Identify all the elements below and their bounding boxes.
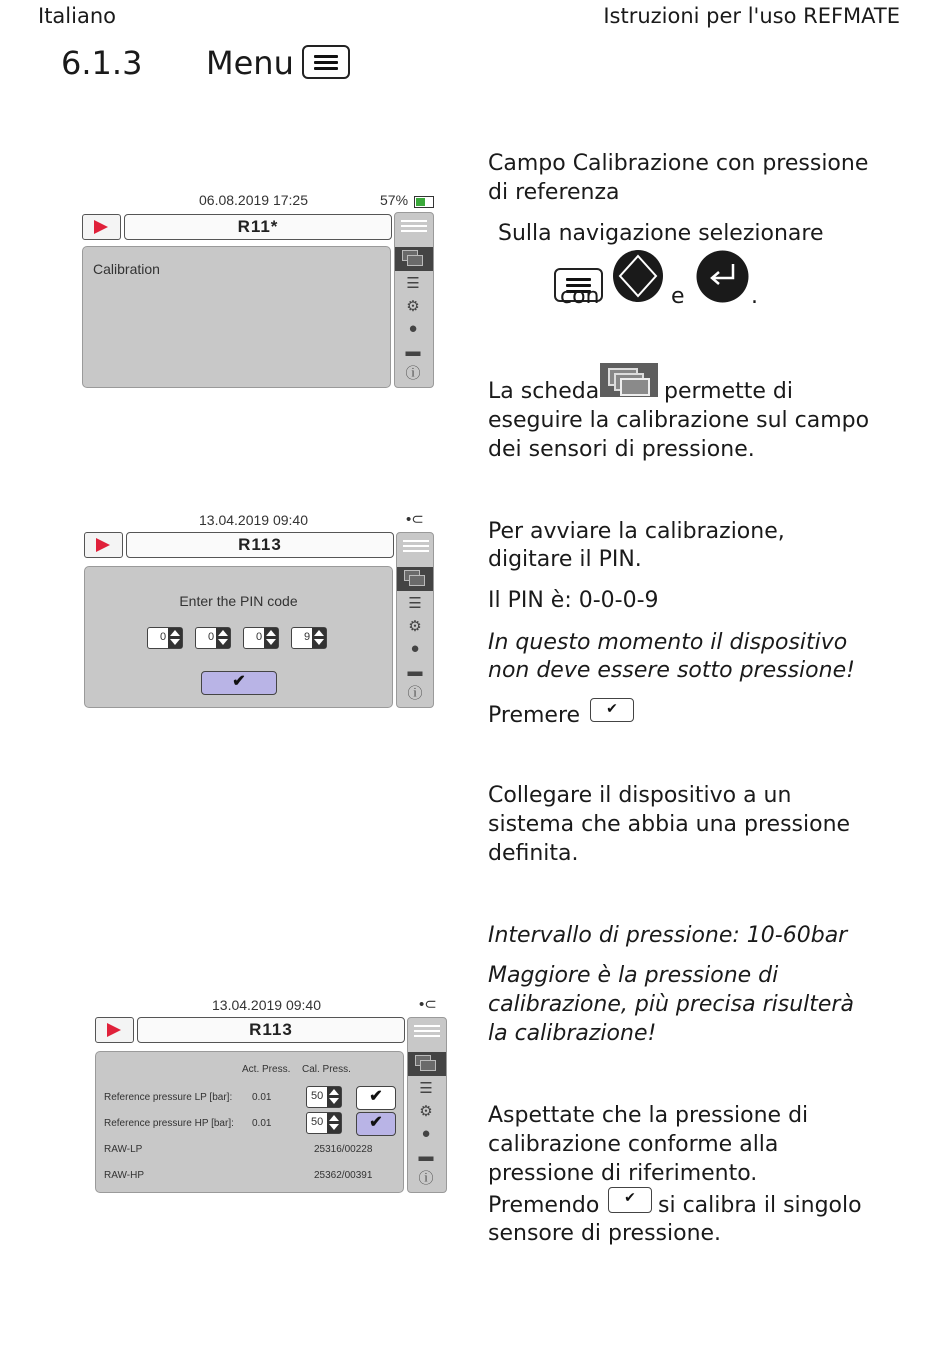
gear-icon[interactable]: ⚙: [419, 1103, 433, 1120]
wait-line4b: si calibra il singolo: [658, 1193, 862, 1218]
info-icon[interactable]: ⓘ: [405, 365, 421, 382]
play-button[interactable]: [95, 1017, 134, 1043]
column-actual-pressure: Act. Press.: [242, 1064, 291, 1075]
e-text: e: [671, 284, 685, 309]
calibration-panel: [95, 1051, 404, 1193]
device-screen-menu: [82, 190, 434, 390]
pressure-range: Intervallo di pressione: 10-60bar: [488, 923, 848, 948]
tab-text-a: La scheda: [488, 379, 600, 404]
lp-actual-value: 0.01: [252, 1092, 272, 1103]
usb-icon: •⊂: [419, 996, 437, 1013]
warning-line1: In questo momento il dispositivo: [488, 630, 848, 655]
ruler-icon[interactable]: ▬: [418, 1148, 434, 1165]
pin-digit-1[interactable]: 0: [147, 627, 183, 649]
gear-icon[interactable]: ⚙: [406, 298, 420, 315]
tip-line3: la calibrazione!: [488, 1021, 657, 1046]
play-button[interactable]: [84, 532, 123, 558]
status-datetime: 13.04.2019 09:40: [212, 997, 321, 1013]
device-screen-calibration: [95, 995, 447, 1195]
pin-line1: Per avviare la calibrazione,: [488, 519, 785, 544]
tab-text-d: dei sensori di pressione.: [488, 437, 755, 462]
wifi-icon[interactable]: ☰: [406, 275, 420, 292]
hp-confirm-button[interactable]: ✔: [356, 1112, 396, 1136]
info-icon[interactable]: ⓘ: [407, 685, 423, 702]
pin-prompt: Enter the PIN code: [179, 593, 298, 609]
section-number: 6.1.3: [61, 44, 143, 82]
nav-instruction: Sulla navigazione selezionare: [498, 221, 824, 246]
pin-panel: [84, 566, 393, 708]
heading-line2: di referenza: [488, 180, 620, 205]
gear-icon[interactable]: ⚙: [408, 618, 422, 635]
wifi-icon[interactable]: ☰: [408, 595, 422, 612]
section-title: Menu: [206, 44, 294, 82]
tip-line2: calibrazione, più precisa risulterà: [488, 992, 854, 1017]
column-calibration-pressure: Cal. Press.: [302, 1064, 351, 1075]
content-panel: [82, 246, 391, 388]
pin-digit-2[interactable]: 0: [195, 627, 231, 649]
tip-line1: Maggiore è la pressione di: [488, 963, 779, 988]
wait-line2: calibrazione conforme alla: [488, 1132, 779, 1157]
ruler-icon[interactable]: ▬: [405, 343, 421, 360]
device-screen-pin: [82, 510, 434, 710]
battery-percent: 57%: [380, 192, 409, 208]
pin-digit-4[interactable]: 9: [291, 627, 327, 649]
raw-hp-value: 25362/00391: [314, 1170, 373, 1181]
wifi-icon[interactable]: ☰: [419, 1080, 433, 1097]
side-navigation: [407, 1017, 447, 1193]
lp-calibration-input[interactable]: 50: [306, 1086, 342, 1108]
manual-title: Istruzioni per l'uso REFMATE: [603, 4, 900, 28]
period-text: .: [751, 284, 758, 309]
hp-actual-value: 0.01: [252, 1118, 272, 1129]
wait-line4a: Premendo: [488, 1193, 600, 1218]
warning-line2: non deve essere sotto pressione!: [488, 658, 855, 683]
device-title: R113: [137, 1017, 405, 1043]
battery-icon: [414, 196, 434, 208]
lp-confirm-button[interactable]: ✔: [356, 1086, 396, 1110]
calibration-tab-icon: [600, 363, 658, 397]
pin-value: Il PIN è: 0-0-0-9: [488, 588, 659, 613]
ruler-icon[interactable]: ▬: [407, 663, 423, 680]
hp-label: Reference pressure HP [bar]:: [104, 1118, 234, 1129]
connect-line1: Collegare il dispositivo a un: [488, 783, 792, 808]
connect-line2: sistema che abbia una pressione: [488, 812, 851, 837]
globe-icon[interactable]: ●: [421, 1125, 431, 1142]
pin-digit-3[interactable]: 0: [243, 627, 279, 649]
calibration-label: Calibration: [93, 261, 160, 277]
confirm-pin-button[interactable]: ✔: [201, 671, 277, 695]
tab-text-c: eseguire la calibrazione sul campo: [488, 408, 870, 433]
side-navigation: [394, 212, 434, 388]
device-title: R113: [126, 532, 394, 558]
checkmark-icon: ✔: [608, 1187, 652, 1213]
status-datetime: 13.04.2019 09:40: [199, 512, 308, 528]
wait-line3: pressione di riferimento.: [488, 1161, 758, 1186]
wait-line1: Aspettate che la pressione di: [488, 1103, 809, 1128]
usb-icon: •⊂: [406, 511, 424, 528]
device-title: R11*: [124, 214, 392, 240]
menu-icon: [302, 45, 350, 79]
heading-line1: Campo Calibrazione con pressione: [488, 151, 869, 176]
checkmark-icon: ✔: [590, 698, 634, 722]
calibration-tab[interactable]: [397, 567, 433, 591]
enter-icon: [696, 250, 749, 303]
hp-calibration-input[interactable]: 50: [306, 1112, 342, 1134]
side-navigation: [396, 532, 434, 708]
raw-lp-label: RAW-LP: [104, 1144, 143, 1155]
navigation-cross-icon: [612, 249, 664, 303]
language-label: Italiano: [38, 4, 116, 28]
lp-label: Reference pressure LP [bar]:: [104, 1092, 233, 1103]
info-icon[interactable]: ⓘ: [418, 1170, 434, 1187]
raw-hp-label: RAW-HP: [104, 1170, 144, 1181]
press-label: Premere: [488, 703, 581, 728]
tab-text-b: permette di: [664, 379, 793, 404]
calibration-tab[interactable]: [408, 1052, 446, 1076]
status-datetime: 06.08.2019 17:25: [199, 192, 308, 208]
con-text: con: [560, 284, 600, 309]
globe-icon[interactable]: ●: [410, 640, 420, 657]
connect-line3: definita.: [488, 841, 579, 866]
pin-line2: digitare il PIN.: [488, 547, 642, 572]
globe-icon[interactable]: ●: [408, 320, 418, 337]
calibration-tab[interactable]: [395, 247, 433, 271]
raw-lp-value: 25316/00228: [314, 1144, 373, 1155]
wait-line5: sensore di pressione.: [488, 1221, 722, 1246]
play-button[interactable]: [82, 214, 121, 240]
